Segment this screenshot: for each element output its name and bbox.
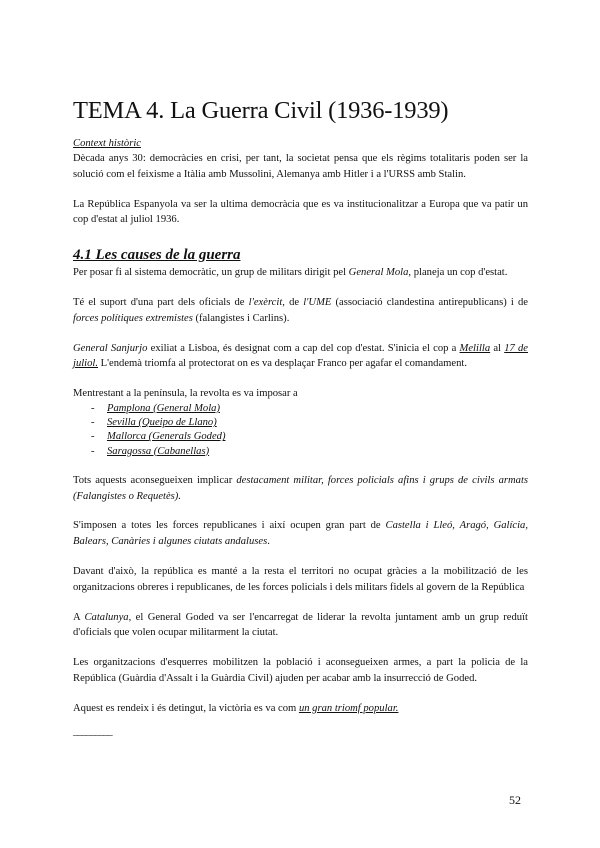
regions-term: Castella i Lleó, Aragó, Galícia, Balears, Canàries i algunes ciutats andaluses [73, 520, 529, 548]
context-label: Context històric [73, 138, 141, 149]
list-item-text: Mallorca (Generals Goded) [107, 431, 226, 443]
list-dash: - [91, 402, 95, 414]
paragraph-republic-holds: Davant d'això, la república es manté a la resta el territori no ocupat gràcies a la mobilització de les organitzacions obreres i republicanes, de les forces policials i dels militars fidels al govern de la República [73, 565, 528, 593]
text-run: , de [282, 296, 304, 308]
list-item-text: Saragossa (Cabanellas) [107, 445, 210, 457]
list-item [91, 445, 528, 459]
list-dash: - [91, 417, 95, 429]
list-item-text: Sevilla (Queipo de Llano) [107, 417, 217, 429]
list-dash: - [91, 431, 95, 443]
melilla-term: Melilla [459, 342, 491, 354]
text-run: , el General Goded va ser l'encarregat de liderar la revolta juntament amb un grup reduït d'oficials que volen ocupar militarment la ciutat. [73, 611, 528, 639]
ume-term: l'UME [303, 296, 332, 308]
army-term: l'exèrcit [248, 296, 283, 308]
page-number: 52 [509, 793, 521, 807]
july-17-term: 17 de juliol. [73, 342, 528, 370]
list-dash: - [91, 445, 95, 457]
list-item [91, 402, 528, 416]
paragraph-catalunya [73, 610, 528, 642]
text-run: (falangistes i Carlins). [192, 312, 290, 324]
popular-triumph-term: un gran triomf popular. [298, 702, 399, 714]
paragraph-sanjurjo [73, 341, 528, 373]
text-run: , planeja un cop d'estat. [408, 267, 508, 279]
text-run: L'endemà triomfa al protectorat on es va desplaçar Franco per agafar el comandament. [98, 358, 468, 370]
page-title: TEMA 4. La Guerra Civil (1936-1939) [73, 97, 449, 124]
context-paragraph: Dècada anys 30: democràcies en crisi, per tant, la societat pensa que els règims totalitaris poden ser la solució com el feixisme a Itàlia amb Mussolini, Alemanya amb Hitler i a l'URSS amb Stalin. [73, 153, 528, 180]
text-run: A [73, 611, 85, 623]
text-run: S'imposen a totes les forces republicanes i així ocupen gran part de [73, 520, 386, 532]
paragraph-coup-plan [73, 265, 528, 281]
text-run: exiliat a Lisboa, és designat com a cap del cop d'estat. S'inicia el cop a [147, 342, 460, 354]
list-intro: Mentrestant a la península, la revolta es va imposar a [73, 388, 298, 400]
revolt-cities-list [73, 402, 528, 459]
list-item [91, 416, 528, 430]
text-run: Té el suport d'una part dels oficials de [73, 296, 249, 308]
republic-paragraph: La República Espanyola va ser la ultima democràcia que es va institucionalitzar a Europa que va patir un cop d'estat al juliol 1936. [73, 198, 528, 226]
text-run: al [490, 342, 505, 354]
paragraph-left-organizations: Les organitzacions d'esquerres mobilitzen la població i aconsegueixen armes, a part la policia de la República (Guàrdia d'Assalt i la Guàrdia Civil) ajuden per acabar amb la insurrecció de Goded. [73, 657, 528, 684]
catalunya-term: Catalunya [84, 611, 129, 623]
text-run: Per posar fi al sistema democràtic, un grup de militars dirigit pel [73, 267, 349, 279]
list-item-text: Pamplona (General Mola) [107, 402, 220, 414]
general-mola-term: General Mola [348, 267, 409, 279]
paragraph-surrender [73, 701, 528, 717]
extremist-forces-term: forces polítiques extremistes [73, 312, 193, 324]
text-run: Aquest es rendeix i és detingut, la victòria es va com [73, 702, 299, 714]
general-sanjurjo-term: General Sanjurjo [73, 342, 148, 354]
separator-line: _________ [73, 725, 112, 737]
paragraph-occupy [73, 518, 528, 550]
page-content [73, 96, 528, 737]
paragraph-implicate [73, 473, 528, 505]
text-run: Tots aquests aconsegueixen implicar [73, 474, 237, 486]
text-run: . [267, 536, 270, 548]
list-item [91, 430, 528, 444]
text-run: (associació clandestina antirepublicans) i de [331, 296, 528, 308]
section-heading: 4.1 Les causes de la guerra [73, 247, 241, 264]
armed-groups-term: destacament militar, forces policials afins i grups de civils armats (Falangistes o Requetès). [73, 474, 529, 502]
paragraph-support [73, 295, 528, 327]
